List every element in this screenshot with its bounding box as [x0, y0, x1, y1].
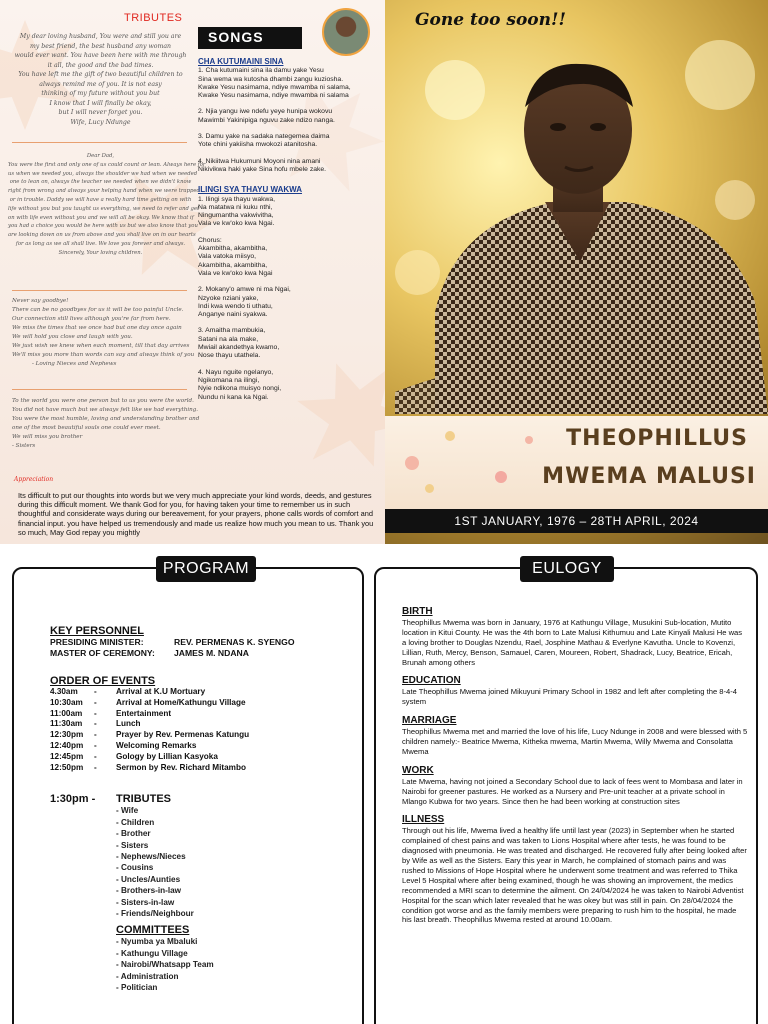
- program-title: PROGRAM: [156, 556, 256, 582]
- program-body: [50, 625, 350, 993]
- song-chorus: Chorus: Akambitha, akambitha, Vala vatoka miisyo, Akambitha, akambitha, Vala ve kw'oko kwa Ngai: [198, 236, 273, 277]
- song-stanza: 3. Amaitha mambukia, Satani na ala make, Mwiail akandethya kwamo, Nose thayu utathela.: [198, 327, 280, 360]
- list-item: - Children: [116, 817, 155, 827]
- tagline: Gone too soon!!: [415, 10, 566, 30]
- list-item: - Brothers-in-law: [116, 886, 182, 896]
- list-item: - Wife: [116, 806, 139, 816]
- tributes-songs-page: [0, 0, 385, 544]
- tribute-divider: [12, 389, 187, 390]
- songs-list: [198, 58, 378, 410]
- decorative-dot: [525, 436, 533, 444]
- song-stanza: 3. Damu yake na sadaka nategemea daima Yote chini yakiisha mwokozi atanitosha.: [198, 133, 330, 149]
- nieces-tribute: Never say goodbye! There can be no goodbyes for us it will be too painful Uncle. Our connection still lives although you're far from here. We miss the times that we once had but one day once again We will hold you close and laugh with you. We just wish we knew when each moment, till that day arrives We'll miss you more than words can say and always think of you - Loving Nieces and Nephews: [12, 298, 195, 367]
- cover-page: [385, 0, 768, 544]
- song-stanza: 4. Nayu nguite ngelanyo, Ngikomana na ilingi, Nyie ndikona muisyo nongi, Nundu ni kana ka Ngai.: [198, 368, 282, 401]
- tribute-divider: [12, 142, 187, 143]
- wife-tribute: My dear loving husband, You were and still you are my best friend, the best husband any woman would ever want. You have been here with me through it all, the good and the bad times. You have left me the gift of two beautiful children to always remind me of you. It is not easy thinking of my future without you but I know that I will finally be okay, but I will never forget you. Wife, Lucy Ndunge: [14, 33, 187, 126]
- eulogy-section-heading: BIRTH: [402, 606, 433, 617]
- eulogy-section-heading: EDUCATION: [402, 675, 461, 687]
- event-row: 10:30am - Arrival at Home/Kathungu Village: [50, 697, 246, 707]
- tributes-title: TRIBUTES: [124, 12, 183, 24]
- eulogy-section-text: Late Theophillus Mwema joined Mikuyuni Primary School in 1982 and left after completing the 8-4-4 system: [402, 687, 738, 707]
- portrait-photo: [395, 52, 768, 414]
- life-dates: 1ST JANUARY, 1976 – 28TH APRIL, 2024: [385, 509, 768, 533]
- list-item: - Nyumba ya Mbaluki: [116, 937, 198, 947]
- eulogy-section-heading: MARRIAGE: [402, 715, 457, 727]
- list-item: - Sisters-in-law: [116, 897, 175, 907]
- song-stanza: 1. Ilingi sya thayu wakwa, Na matatwa ni kuku nthi, Ningumantha vakwivitha, Vala ve kw'oko kwa Ngai.: [198, 195, 276, 228]
- eulogy-panel: [374, 560, 758, 1024]
- decorative-dot: [425, 484, 434, 493]
- eulogy-section-text: Through out his life, Mwema lived a healthy life until last year (2023) in September when he started complained of chest pains and was taken to Lions Hospital where after tests, he was found to be diagnosed with pneumonia. He was treated and discharged. He recovered fully after being looked after by Wife as well as the Sisters. Eary this year in March, he complained of stomach pains and was rushed to Missions of Hope Hospital where he underwent some treatment and was referred to Thika Level 5 Hospital where after being examined, though he was showing an improvement, the medics recommended a MRI scan to determine the ailment. On 24/04/2024 he was taken to Nairobi Adventist Hospital for the scan which later revealed that he was okey but was still in pain. On 28/04/2024 the condition got worse and as the family members were preparing to rush him to the hospital, he made his last breath. Theophillus Mwema rested at around 10.00am.: [402, 826, 747, 925]
- tributes-heading: 1:30pm - TRIBUTES: [50, 793, 171, 806]
- songs-header: SONGS: [198, 27, 302, 49]
- song-title: CHA KUTUMAINI SINA: [198, 57, 284, 66]
- song-title: ILINGI SYA THAYU WAKWA: [198, 185, 303, 195]
- decorative-dot: [495, 471, 507, 483]
- decorative-dot: [405, 456, 419, 470]
- portrait-thumbnail: [322, 8, 370, 56]
- deceased-first-name: THEOPHILLUS: [566, 426, 748, 451]
- eulogy-section-heading: ILLNESS: [402, 814, 445, 826]
- event-row: 4.30am - Arrival at K.U Mortuary: [50, 687, 206, 696]
- appreciation-title: Appreciation: [14, 476, 54, 483]
- list-item: - Politician: [116, 983, 158, 993]
- event-row: 12:30pm - Prayer by Rev. Permenas Katungu: [50, 730, 250, 740]
- list-item: - Nairobi/Whatsapp Team: [116, 960, 214, 970]
- order-of-events-heading: ORDER OF EVENTS: [50, 675, 156, 687]
- song-stanza: 2. Njia yangu iwe ndefu yeye hunipa wokovu Mawimbi Yakinipiga nguvu zake ndizo nanga.: [198, 108, 335, 124]
- deceased-surname: MWEMA MALUSI: [542, 464, 756, 489]
- children-tribute: Dear Dad, You were the first and only one of us could count or lean. Always here for us when we needed you, always the shoulder we had when we needed one to lean on, always the teacher we needed when we didn't know right from wrong and always your helping hand when we were trapped or in trouble. Daddy we will have a really hard time getting on with life without you but you taught us everything, we need to refer and get on with life even without you and we will all be okay. We know that if you had a choice you would be here with us but we also know that you are looking down on us from above and you shall live on in our hearts for as long as we all shall live. We love you forever and always. Sincerely, Your loving children.: [8, 153, 206, 256]
- eulogy-section-text: Late Mwema, having not joined a Secondary School due to lack of fees went to Mombasa and later in Nairobi for greener pastures. He worked as a Nursery and Pre-unit teacher at a private school in Mlango Kubwa for two years. Since then he had been working at construction sites: [402, 776, 743, 806]
- list-item: - Kathungu Village: [116, 948, 188, 958]
- eulogy-section-text: Theophillus Mwema was born in January, 1976 at Kathungu Village, Musukini Sub-location, Mutito location in Kitui County. He was the 4th born to Late Malusi Kithumuu and Late Kinyali Malusi He was a loving brother to Douglas Nzendu, Rael, Josphine Mathau & Everlyne Kavutha. Uncle to Kovenzi, Lillian, Ruth, Mercy, Benson, Samauel, Caren, Moureen, Robert, Shadrack, Lucy, Beatrice, Ericah, Brunah among others: [402, 617, 743, 667]
- song-stanza: 2. Mokany'o amwe ni ma Ngai, Nzyoke nziani yake, Indi kwa wendo ti uthatu, Anganye naini syakwa.: [198, 286, 291, 319]
- eulogy-title: EULOGY: [520, 556, 614, 582]
- program-panel: [12, 560, 364, 1024]
- key-personnel-heading: KEY PERSONNEL: [50, 625, 144, 637]
- committees-heading: COMMITTEES: [116, 924, 190, 937]
- list-item: - Friends/Neighbour: [116, 909, 194, 919]
- personnel-row: MASTER OF CEREMONY: JAMES M. NDANA: [50, 648, 249, 658]
- eulogy-section-heading: WORK: [402, 764, 434, 776]
- list-item: - Nephews/Nieces: [116, 852, 186, 861]
- list-item: - Brother: [116, 829, 151, 839]
- event-row: 12:50pm - Sermon by Rev. Richard Mitambo: [50, 762, 246, 772]
- list-item: - Cousins: [116, 863, 154, 873]
- list-item: - Sisters: [116, 840, 149, 850]
- event-row: 11:00am - Entertainment: [50, 708, 172, 718]
- sisters-tribute: To the world you were one person but to us you were the world. You did not have much but we always felt like we had everything. You were the most humble, loving and understanding brother and one of the most beautiful souls one could ever meet. We will miss you brother - Sisters: [12, 398, 200, 449]
- event-row: 11:30am - Lunch: [50, 719, 141, 729]
- eulogy-section-text: Theophillus Mwema met and married the love of his life, Lucy Ndunge in 2008 and were blessed with 5 children namely:- Beatrice Mwema, Kitheka mwema, Martin Mwema, Willy Mwema and Consolatta Mwema: [402, 727, 748, 756]
- song-stanza: 1. Cha kutumaini sina ila damu yake Yesu Sina wema wa kutosha dhambi zangu kuziosha. Kwake Yesu nasimama, ndiye mwamba ni salama, Kwake Yesu nasimama, ndiye mwamba ni salama: [198, 67, 351, 100]
- decorative-dot: [445, 431, 455, 441]
- list-item: - Administration: [116, 971, 179, 981]
- list-item: - Uncles/Aunties: [116, 874, 181, 884]
- appreciation-text: Its difficult to put our thoughts into words but we very much appreciate your kind words, deeds, and gestures during this difficult moment. We thank God for you, for having taken your time to remember us in such thoughtful and considerate ways during our bereavement, for your prayers, phone calls words of comfort and financial input. you have helped us tremendously and made us realize how much you mean to us. Thank you so much, May God repay you mightly: [18, 491, 374, 537]
- event-row: 12:45pm - Gology by Lillian Kasyoka: [50, 751, 218, 761]
- event-row: 12:40pm - Welcoming Remarks: [50, 740, 197, 750]
- personnel-row: PRESIDING MINISTER: REV. PERMENAS K. SYENGO: [50, 637, 295, 647]
- song-stanza: 4. Nikiitwa Hukumuni Moyoni nina amani Nikivikwa haki yake Sina hofu mbele zake.: [198, 157, 327, 173]
- tribute-divider: [12, 290, 187, 291]
- eulogy-body: [402, 607, 748, 925]
